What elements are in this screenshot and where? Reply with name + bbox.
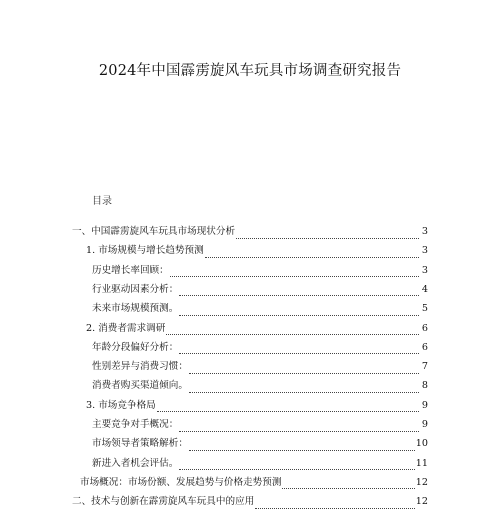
toc-entry-label: 一、中国霹雳旋风车玩具市场现状分析 xyxy=(72,226,236,237)
toc-entry[interactable] xyxy=(92,379,428,392)
toc-leader-dots xyxy=(179,460,414,470)
toc-entry-label: 市场概况：市场份额、发展趋势与价格走势预测 xyxy=(80,476,282,488)
toc-leader-dots xyxy=(157,402,419,412)
toc-entry-label: 消费者购买渠道倾向。 xyxy=(92,380,188,392)
toc-page-number: 9 xyxy=(421,399,428,411)
toc-leader-dots xyxy=(179,422,419,432)
toc-entry[interactable] xyxy=(92,264,428,277)
toc-entry[interactable] xyxy=(86,322,428,335)
toc-leader-dots xyxy=(179,306,419,316)
toc-entry[interactable] xyxy=(92,457,428,470)
toc-entry[interactable] xyxy=(92,360,428,373)
toc-entry[interactable] xyxy=(92,283,428,296)
toc-page-number: 5 xyxy=(421,303,428,315)
toc-entry[interactable] xyxy=(92,437,428,450)
toc-leader-dots xyxy=(179,344,419,354)
toc-leader-dots xyxy=(236,229,419,239)
toc-entry[interactable] xyxy=(80,476,428,489)
toc-entry-label: 行业驱动因素分析： xyxy=(92,283,179,295)
document-title: 2024年中国霹雳旋风车玩具市场调查研究报告 xyxy=(98,63,402,79)
toc-leader-dots xyxy=(189,383,419,393)
toc-leader-dots xyxy=(255,499,415,509)
toc-page-number: 12 xyxy=(415,476,428,488)
toc-leader-dots xyxy=(170,267,419,277)
toc-page-number: 3 xyxy=(421,264,428,276)
toc-entry[interactable] xyxy=(92,418,428,431)
toc-page-number: 9 xyxy=(421,419,428,430)
toc-leader-dots xyxy=(166,325,419,335)
toc-page-number: 8 xyxy=(421,380,428,392)
toc-entry[interactable] xyxy=(86,399,428,412)
toc-entry-label: 主要竞争对手概况： xyxy=(92,419,179,430)
toc-entry[interactable] xyxy=(92,341,428,354)
toc-page-number: 6 xyxy=(421,322,428,334)
toc-page-number: 4 xyxy=(421,283,428,295)
toc-entry-label: 年龄分段偏好分析： xyxy=(92,341,179,353)
toc-entry[interactable] xyxy=(86,244,428,257)
toc-leader-dots xyxy=(189,441,415,451)
toc-page-number: 11 xyxy=(415,457,428,469)
toc-entry-label: 历史增长率回顾： xyxy=(92,264,169,276)
toc-entry-label: 新进入者机会评估。 xyxy=(92,457,179,469)
toc-entry-label: 二、技术与创新在霹雳旋风车玩具中的应用 xyxy=(72,496,255,508)
toc-entry-label: 1. 市场规模与增长趋势预测 xyxy=(86,245,204,257)
toc-page-number: 10 xyxy=(415,438,428,450)
toc-entry[interactable] xyxy=(72,225,428,238)
toc-entry-label: 3. 市场竞争格局 xyxy=(86,399,156,411)
toc-entry-label: 未来市场规模预测。 xyxy=(92,303,179,315)
toc-page-number: 6 xyxy=(421,341,428,353)
toc-heading: 目录 xyxy=(92,196,112,207)
toc-entry[interactable] xyxy=(72,495,428,508)
toc-page-number: 7 xyxy=(421,361,428,373)
toc-page-number: 3 xyxy=(421,245,428,257)
toc-leader-dots xyxy=(282,479,414,489)
toc-leader-dots xyxy=(189,364,419,374)
toc-entry-label: 2. 消费者需求调研 xyxy=(86,322,166,334)
toc-leader-dots xyxy=(205,248,419,258)
toc-entry-label: 市场领导者策略解析： xyxy=(92,438,188,450)
toc-entry[interactable] xyxy=(92,302,428,315)
toc-page-number: 12 xyxy=(415,496,428,508)
toc-page-number: 3 xyxy=(421,226,428,237)
toc-entry-label: 性别差异与消费习惯： xyxy=(92,361,188,373)
toc-leader-dots xyxy=(179,286,419,296)
